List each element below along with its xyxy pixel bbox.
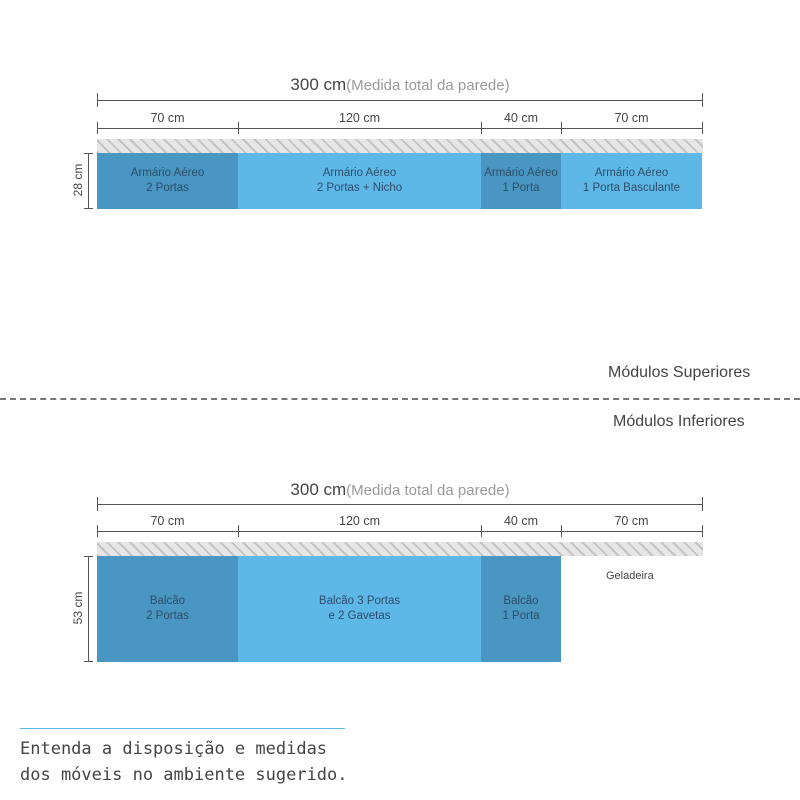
lower-total-value: 300 cm: [290, 480, 347, 499]
upper-total-dimension-line: [97, 100, 703, 101]
module-line2: 2 Portas: [146, 182, 189, 194]
upper-section-title: Módulos Superiores: [608, 364, 751, 381]
module-line2: e 2 Gavetas: [328, 610, 391, 622]
upper-segment-label: 120 cm: [339, 111, 380, 125]
upper-segment-tick: [702, 122, 703, 134]
upper-height-tick: [84, 208, 93, 209]
upper-segment-tick: [481, 122, 482, 134]
module-line1: Armário Aéreo: [130, 167, 205, 179]
module-line1: Balcão: [503, 595, 539, 607]
upper-height-label: 28 cm: [71, 163, 85, 197]
upper-wall-hatch: [97, 139, 703, 153]
lower-total-measure: [97, 480, 703, 500]
appliance-label: Geladeira: [606, 570, 654, 582]
caption-line-2: dos móveis no ambiente sugerido.: [20, 765, 348, 785]
caption-line-1: Entenda a disposição e medidas: [20, 739, 328, 759]
module-line1: Balcão 3 Portas: [318, 595, 401, 607]
lower-segment-tick: [97, 525, 98, 537]
lower-segment-label: 70 cm: [614, 514, 649, 528]
module-line1: Armário Aéreo: [594, 167, 669, 179]
lower-segment-label: 120 cm: [339, 514, 380, 528]
upper-segment-label: 70 cm: [150, 111, 185, 125]
upper-segment-tick: [561, 122, 562, 134]
lower-segment-label: 70 cm: [150, 514, 185, 528]
upper-total-measure: [97, 75, 703, 95]
module-line2: 2 Portas + Nicho: [316, 182, 403, 194]
upper-total-note: (Medida total da parede): [346, 77, 510, 94]
lower-total-tick-left: [97, 497, 98, 511]
upper-segment-tick: [97, 122, 98, 134]
module-line2: 2 Portas: [146, 610, 189, 622]
section-divider: [0, 398, 800, 400]
upper-module-1: [97, 153, 238, 209]
upper-segment-label: 40 cm: [503, 111, 539, 125]
lower-segment-tick: [238, 525, 239, 537]
lower-segment-tick: [561, 525, 562, 537]
module-line1: Armário Aéreo: [322, 167, 397, 179]
upper-module-4: [561, 153, 702, 209]
lower-total-tick-right: [702, 497, 703, 511]
lower-height-tick: [84, 556, 93, 557]
upper-segment-dimension-line: [97, 128, 703, 129]
upper-segment-label: 70 cm: [614, 111, 649, 125]
lower-segment-tick: [702, 525, 703, 537]
lower-segment-label: 40 cm: [503, 514, 539, 528]
upper-segment-tick: [238, 122, 239, 134]
module-line2: 1 Porta Basculante: [582, 182, 681, 194]
upper-total-value: 300 cm: [290, 75, 347, 94]
module-line2: 1 Porta: [502, 610, 540, 622]
lower-module-1: [97, 556, 238, 662]
lower-height-tick: [84, 661, 93, 662]
upper-height-tick: [84, 153, 93, 154]
upper-total-tick-right: [702, 93, 703, 107]
module-line1: Armário Aéreo: [484, 167, 558, 179]
upper-module-3: [481, 153, 561, 209]
upper-total-tick-left: [97, 93, 98, 107]
lower-segment-tick: [481, 525, 482, 537]
module-line1: Balcão: [149, 595, 186, 607]
caption-accent-rule: [20, 728, 345, 729]
lower-segment-dimension-line: [97, 531, 703, 532]
lower-total-note: (Medida total da parede): [346, 482, 510, 499]
lower-section-title: Módulos Inferiores: [613, 413, 745, 430]
lower-module-2: [238, 556, 481, 662]
upper-module-2: [238, 153, 481, 209]
lower-height-dimension-line: [88, 556, 89, 662]
lower-wall-hatch: [97, 542, 703, 556]
module-line2: 1 Porta: [502, 182, 540, 194]
lower-height-label: 53 cm: [71, 591, 85, 625]
lower-total-dimension-line: [97, 504, 703, 505]
lower-module-3: [481, 556, 561, 662]
caption: [20, 736, 348, 788]
upper-height-dimension-line: [88, 153, 89, 209]
